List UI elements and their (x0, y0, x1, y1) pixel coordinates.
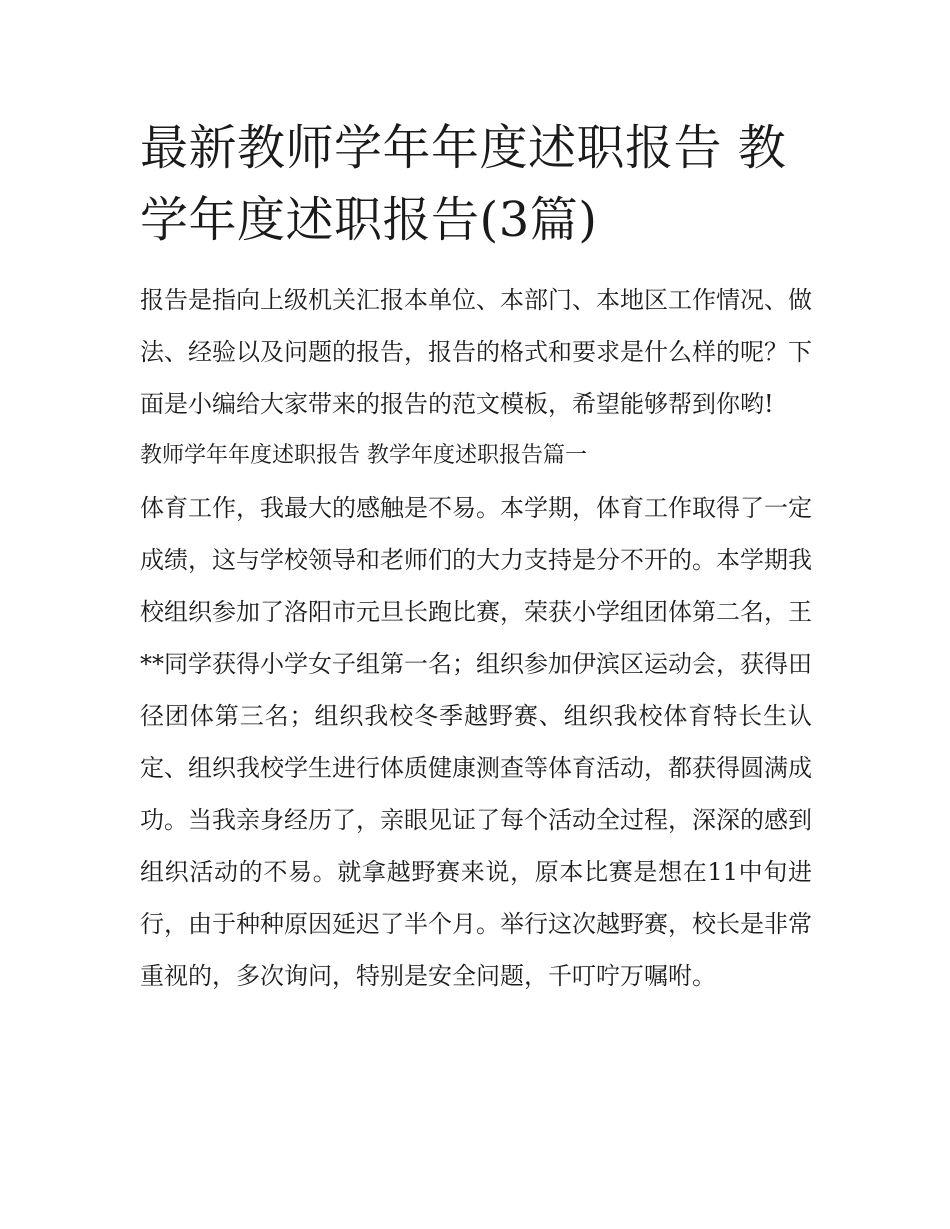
section-heading: 教师学年年度述职报告 教学年度述职报告篇一 (140, 443, 587, 468)
document-title: 最新教师学年年度述职报告 教学年度述职报告(3篇) (140, 120, 787, 248)
document-body (140, 274, 812, 1002)
intro-paragraph: 报告是指向上级机关汇报本单位、本部门、本地区工作情况、做法、经验以及问题的报告，报告的格式和要求是什么样的呢？下面是小编给大家带来的报告的范文模板，希望能够帮到你哟! (140, 286, 812, 418)
section-paragraph: 体育工作，我最大的感触是不易。本学期，体育工作取得了一定成绩，这与学校领导和老师们的大力支持是分不开的。本学期我校组织参加了洛阳市元旦长跑比赛，荣获小学组团体第二名，王**同学获得小学女子组第一名；组织参加伊滨区运动会，获得田径团体第三名；组织我校冬季越野赛、组织我校体育特长生认定、组织我校学生进行体质健康测查等体育活动，都获得圆满成功。当我亲身经历了，亲眼见证了每个活动全过程，深深的感到组织活动的不易。就拿越野赛来说，原本比赛是想在11中旬进行，由于种种原因延迟了半个月。举行这次越野赛，校长是非常重视的，多次询问，特别是安全问题，千叮咛万嘱咐。 (140, 494, 812, 990)
